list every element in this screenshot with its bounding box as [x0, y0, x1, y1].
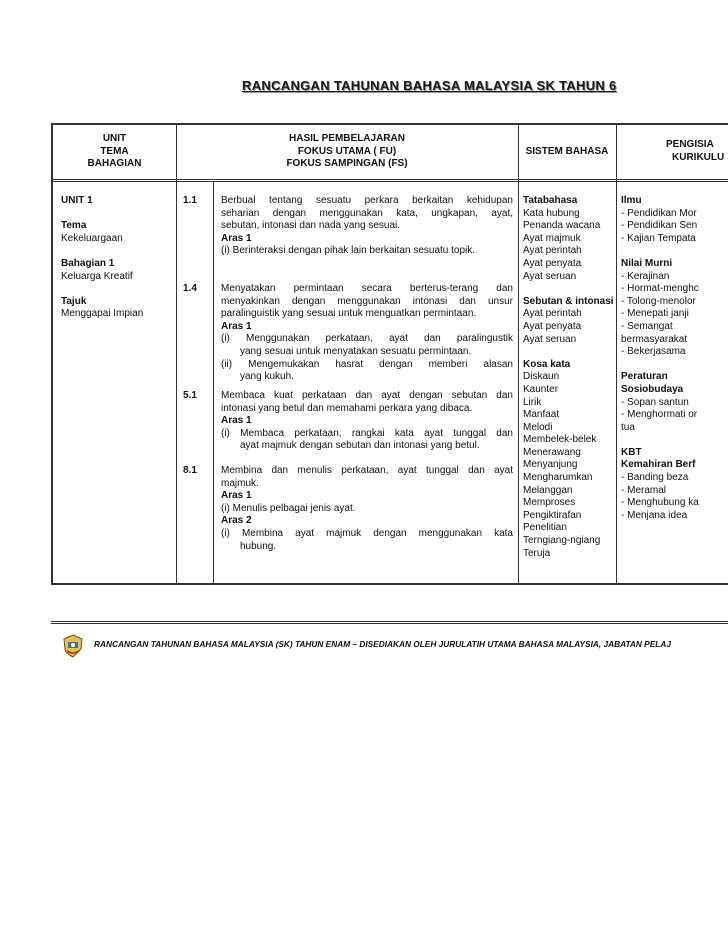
sistem-bahasa-item: Terngiang-ngiang	[523, 535, 601, 547]
pengisian-item: - Semangat	[621, 320, 673, 332]
column-divider	[616, 125, 617, 583]
sistem-bahasa-item: Memproses	[523, 497, 576, 509]
column-divider	[518, 125, 519, 583]
outcome-text: paralinguistik yang sesuai untuk menguatkan permintaan.	[221, 308, 477, 320]
sistem-bahasa-item: Membelek-belek	[523, 434, 597, 446]
header-fokus-sampingan-label: FOKUS SAMPINGAN (FS)	[286, 158, 408, 169]
outcome-number: 1.4	[183, 283, 197, 294]
sistem-bahasa-item	[523, 283, 615, 296]
footer-divider	[51, 621, 728, 624]
outcome-subitem: hubung.	[240, 540, 277, 552]
sistem-bahasa-item: Sebutan & intonasi	[523, 295, 614, 307]
outcome-subitem: (i) Menggunakan perkataan, ayat dan paralingustik	[221, 333, 513, 345]
unit-column	[61, 195, 143, 321]
plan-table	[51, 123, 728, 585]
pengisian-item: - Hormat-menghc	[621, 283, 699, 295]
pengisian-item: Kemahiran Berf	[621, 459, 696, 471]
pengisian-item: Nilai Murni	[621, 257, 673, 269]
header-hasil	[176, 133, 518, 171]
sistem-bahasa-item: Kosa kata	[523, 358, 571, 370]
outcome-number: 1.1	[183, 195, 197, 206]
outcome-1-4	[221, 283, 513, 384]
outcome-1-1	[221, 195, 513, 258]
pengisian-item: - Kajian Tempata	[621, 232, 696, 244]
outcome-number: 5.1	[183, 390, 197, 401]
aras-label: Aras 1	[221, 490, 252, 502]
bahagian-value: Keluarga Kreatif	[61, 270, 133, 282]
bahagian-label: Bahagian 1	[61, 257, 115, 269]
outcome-text: intonasi yang betul dan memahami perkara yang dibaca.	[221, 402, 473, 414]
outcome-text: menyakinkan dengan menggunakan intonasi dan unsur	[221, 295, 513, 307]
sistem-bahasa-item: Manfaat	[523, 409, 560, 421]
header-kurikulum-label: KURIKULU	[672, 151, 725, 163]
tema-value: Kekeluargaan	[61, 232, 123, 244]
sistem-bahasa-item: Kata hubung	[523, 207, 580, 219]
pengisian-item	[621, 245, 728, 258]
pengisian-item: - Bekerjasama	[621, 346, 686, 358]
sistem-bahasa-item: Ayat perintah	[523, 308, 582, 320]
sistem-bahasa-item: Melanggan	[523, 484, 573, 496]
pengisian-item: - Banding beza	[621, 472, 689, 484]
header-unit	[53, 133, 176, 171]
column-divider	[176, 125, 177, 583]
tajuk-value: Menggapai Impian	[61, 308, 144, 320]
sistem-bahasa-item: Mengharumkan	[523, 472, 593, 484]
pengisian-item: - Meramal	[621, 484, 667, 496]
ministry-crest-icon	[62, 634, 84, 658]
sistem-bahasa-item: Ayat seruan	[523, 333, 577, 345]
sistem-bahasa-item: Penanda wacana	[523, 220, 601, 232]
sistem-bahasa-item: Pengiktirafan	[523, 509, 582, 521]
header-bahagian-label: BAHAGIAN	[87, 158, 142, 169]
sistem-bahasa-item: Tatabahasa	[523, 195, 578, 206]
pengisian-item: - Kerajinan	[621, 270, 670, 282]
sistem-bahasa-item: Ayat majmuk	[523, 232, 581, 244]
tema-label: Tema	[61, 220, 87, 232]
pengisian-item: - Menjana idea	[621, 509, 688, 521]
outcome-text: Berbual tentang sesuatu perkara berkaitan kehidupan	[221, 195, 513, 206]
sistem-bahasa-item: Diskaun	[523, 371, 560, 383]
pengisian-item: - Menghormati or	[621, 409, 698, 421]
document-title: RANCANGAN TAHUNAN BAHASA MALAYSIA SK TAHUN 6	[242, 78, 617, 93]
sistem-bahasa-item: Kaunter	[523, 383, 559, 395]
header-pengisian-label: PENGISIA	[666, 139, 714, 150]
outcome-subitem: (i) Membaca perkataan, rangkai kata ayat tunggal dan	[221, 427, 513, 439]
pengisian-item: KBT	[621, 446, 642, 458]
header-tema-label: TEMA	[100, 145, 129, 157]
number-column-divider	[213, 181, 214, 583]
sistem-bahasa-item: Menerawang	[523, 446, 581, 458]
sistem-bahasa-item: Ayat perintah	[523, 245, 582, 257]
pengisian-item: - Pendidikan Sen	[621, 220, 698, 232]
aras-label: Aras 1	[221, 415, 252, 427]
pengisian-item: tua	[621, 421, 635, 433]
footer-text: RANCANGAN TAHUNAN BAHASA MALAYSIA (SK) TAHUN ENAM – DISEDIAKAN OLEH JURULATIH UTAMA BAHASA MALAYSIA, JABATAN PELAJ	[94, 639, 671, 649]
pengisian-item: - Pendidikan Mor	[621, 207, 697, 219]
pengisian-item: - Tolong-menolor	[621, 295, 696, 307]
outcome-text: Menyatakan permintaan secara berterus-terang dan	[221, 283, 513, 294]
header-sistem-bahasa: SISTEM BAHASA	[525, 146, 609, 157]
pengisian-item: - Menepati janji	[621, 308, 689, 320]
outcome-subitem: ayat majmuk dengan sebutan dan intonasi yang betul.	[240, 440, 480, 452]
aras-label: Aras 1	[221, 232, 252, 244]
pengisian-item	[621, 434, 728, 447]
aras-label: Aras 2	[221, 515, 252, 527]
outcome-subitem: (ii) Mengemukakan hasrat dengan memberi alasan	[221, 358, 513, 370]
outcome-subitem: (i) Menulis pelbagai jenis ayat.	[221, 502, 356, 514]
outcome-subitem: yang kukuh.	[240, 371, 294, 383]
sistem-bahasa-item	[523, 346, 615, 359]
sistem-bahasa-item: Teruja	[523, 547, 551, 559]
sistem-bahasa-item: Ayat seruan	[523, 270, 577, 282]
pengisian-item: bermasyarakat	[621, 333, 688, 345]
outcome-5-1	[221, 390, 513, 453]
outcome-text: seharian dengan menggunakan kata, ungkapan, ayat,	[221, 207, 513, 219]
pengisian-kurikulum-column	[621, 195, 728, 522]
sistem-bahasa-item: Penelitian	[523, 522, 567, 534]
outcome-number: 8.1	[183, 465, 197, 476]
sistem-bahasa-item: Melodi	[523, 421, 553, 433]
aras-label: Aras 1	[221, 320, 252, 332]
header-unit-label: UNIT	[102, 133, 127, 144]
sistem-bahasa-column	[523, 195, 615, 560]
outcome-text: Membaca kuat perkataan dan ayat dengan sebutan dan	[221, 390, 513, 401]
sistem-bahasa-item: Menyanjung	[523, 459, 578, 471]
pengisian-item: - Sopan santun	[621, 396, 689, 408]
outcome-subitem: (i) Berinteraksi dengan pihak lain berkaitan sesuatu topik.	[221, 245, 476, 257]
header-fokus-utama-label: FOKUS UTAMA ( FU)	[297, 145, 397, 157]
header-pengisian	[616, 139, 728, 164]
pengisian-item: Sosiobudaya	[621, 383, 684, 395]
unit-label: UNIT 1	[61, 195, 93, 206]
outcome-subitem: yang sesuai untuk menyatakan sesuatu permintaan.	[240, 345, 472, 357]
header-hasil-label: HASIL PEMBELAJARAN	[289, 133, 405, 144]
tajuk-label: Tajuk	[61, 295, 87, 307]
outcome-subitem: (i) Membina ayat majmuk dengan menggunakan kata	[221, 527, 513, 539]
outcome-8-1	[221, 465, 513, 553]
outcome-text: Membina dan menulis perkataan, ayat tunggal dan ayat	[221, 465, 513, 476]
pengisian-item	[621, 359, 728, 372]
outcome-text: majmuk.	[221, 477, 259, 489]
sistem-bahasa-item: Lirik	[523, 396, 542, 408]
sistem-bahasa-item: Ayat penyata	[523, 320, 582, 332]
pengisian-item: Ilmu	[621, 195, 642, 206]
sistem-bahasa-item: Ayat penyata	[523, 257, 582, 269]
pengisian-item: Peraturan	[621, 371, 668, 383]
outcome-text: sebutan, intonasi dan nada yang sesuai.	[221, 220, 401, 232]
pengisian-item: - Menghubung ka	[621, 497, 699, 509]
